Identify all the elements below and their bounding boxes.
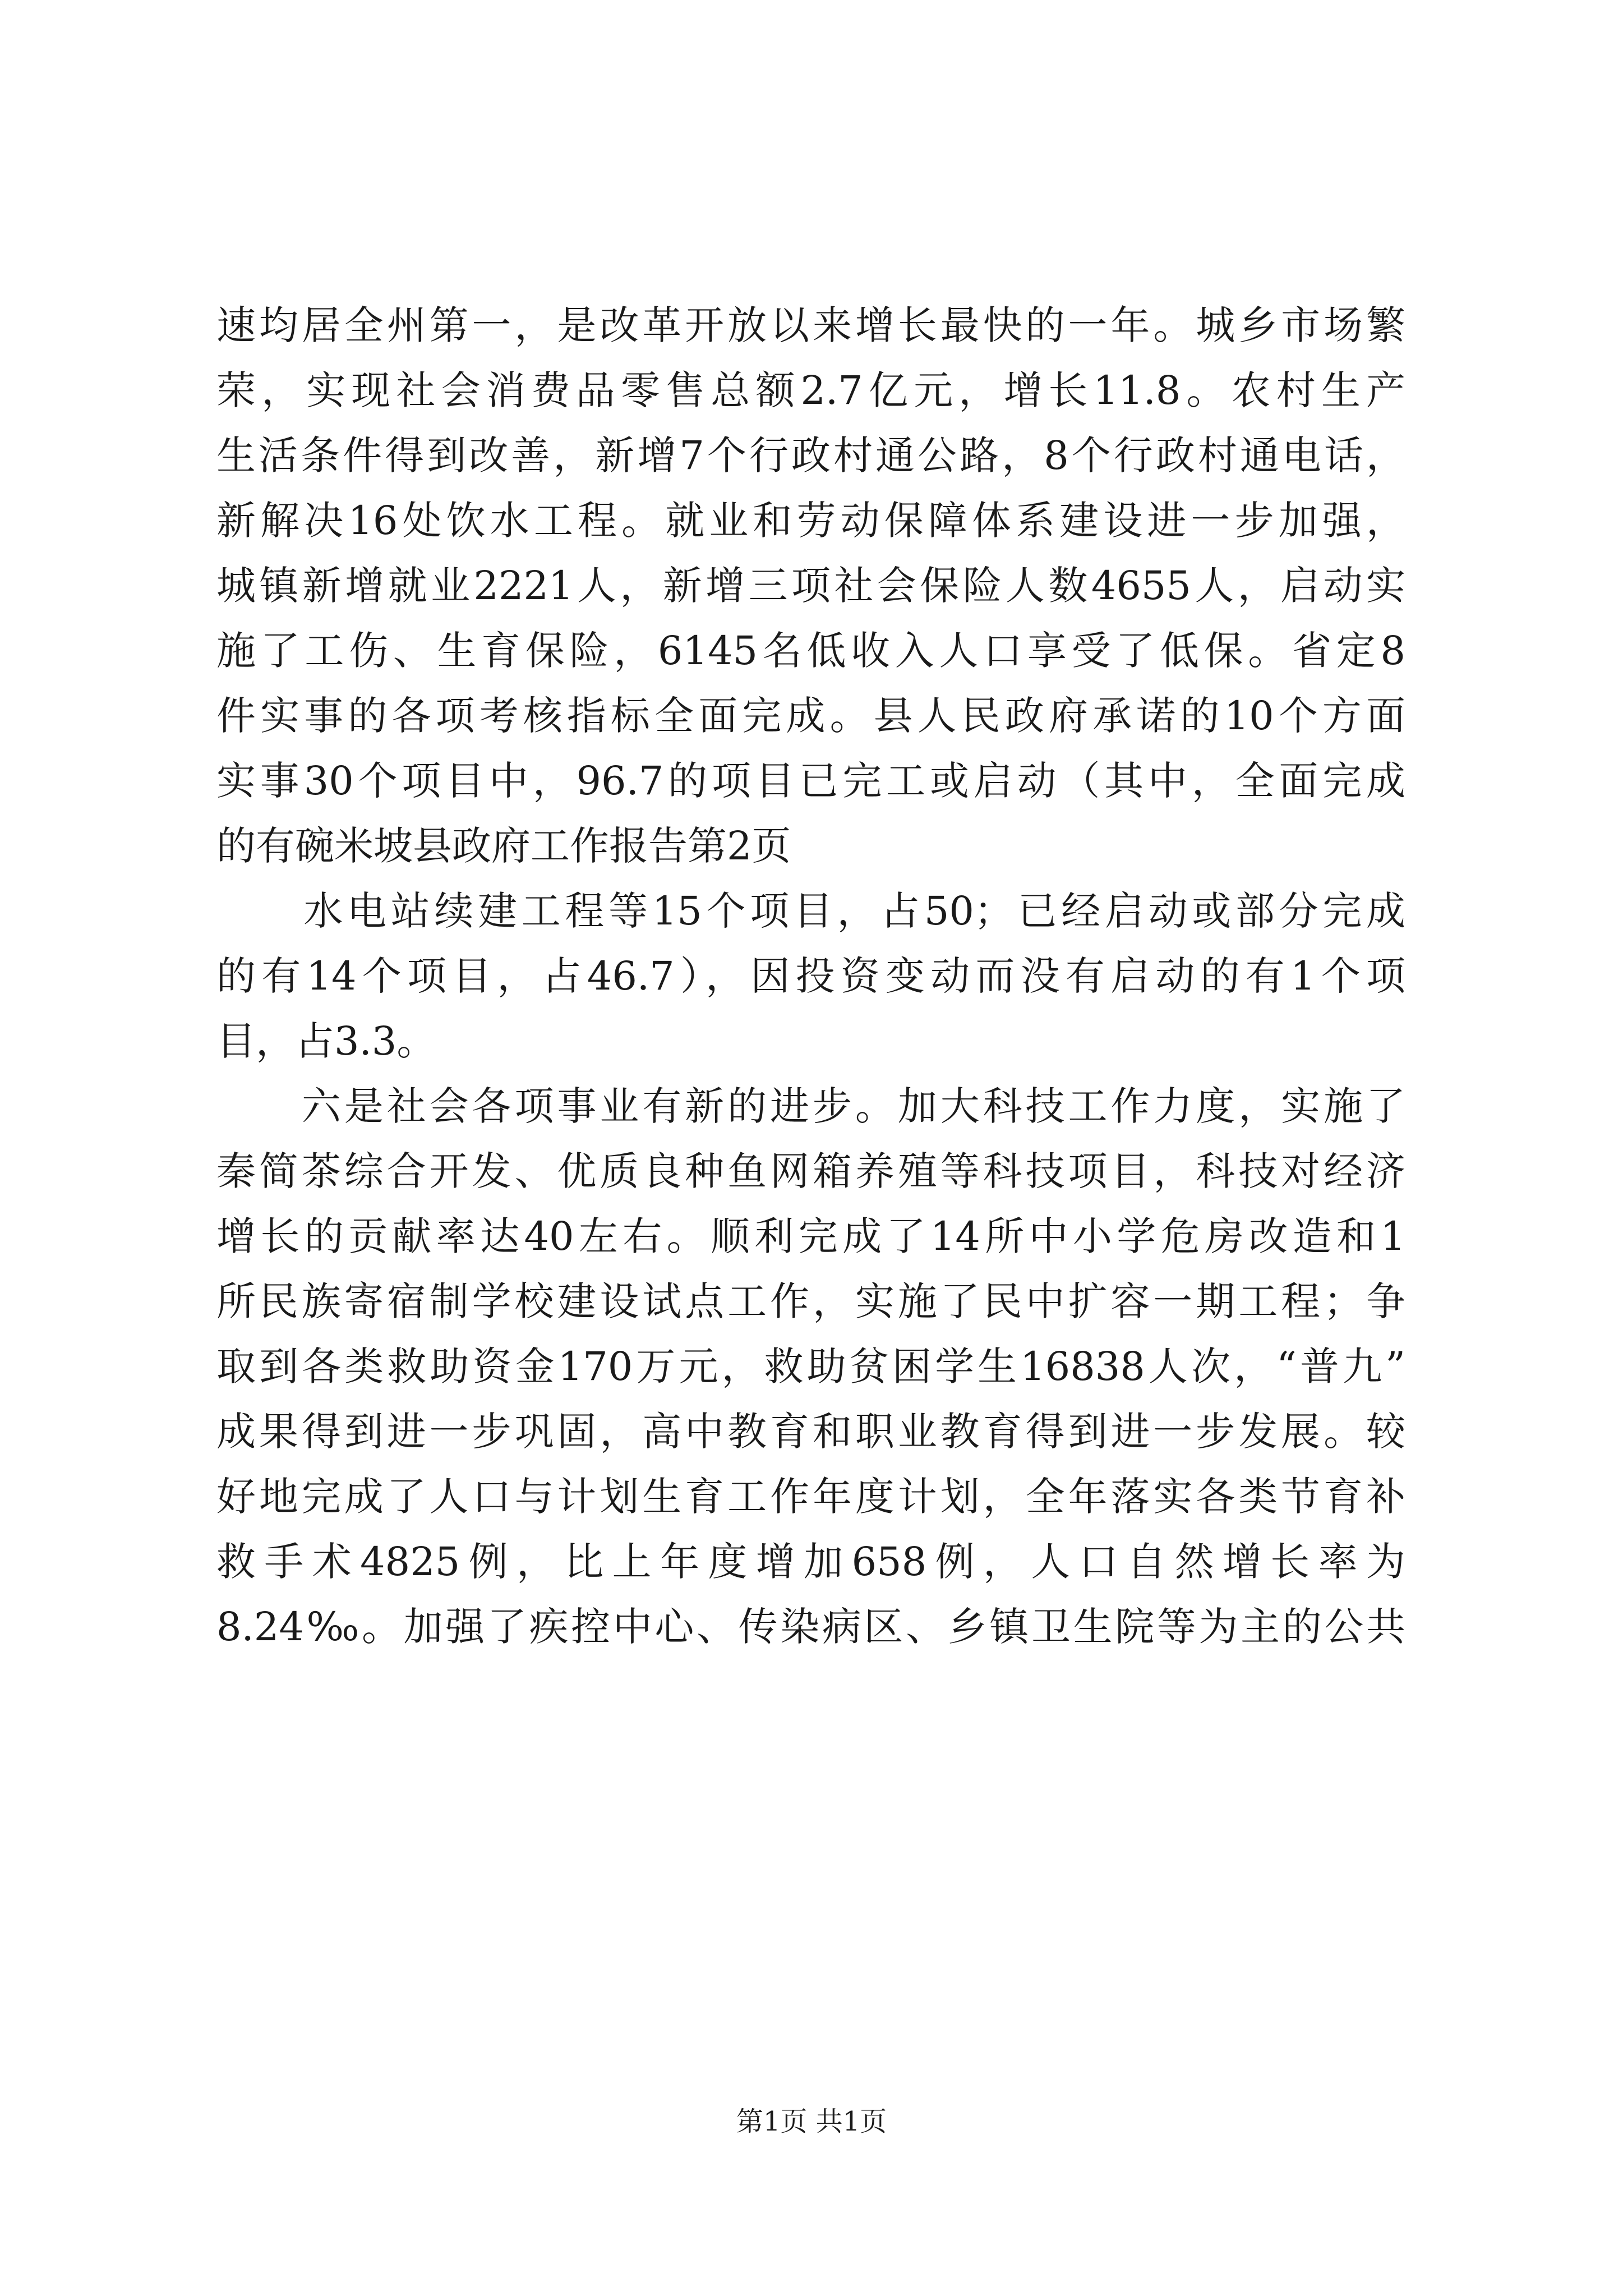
text-line: 施了工伤、生育保险，6145名低收入人口享受了低保。省定8 <box>216 628 1405 674</box>
text-line: 秦简茶综合开发、优质良种鱼网箱养殖等科技项目，科技对经济 <box>216 1148 1405 1194</box>
page-footer: 第1页 共1页 <box>736 2106 887 2137</box>
text-line: 所民族寄宿制学校建设试点工作，实施了民中扩容一期工程；争 <box>216 1278 1405 1324</box>
text-line: 成果得到进一步巩固，高中教育和职业教育得到进一步发展。较 <box>216 1409 1405 1455</box>
text-line: 生活条件得到改善，新增7个行政村通公路，8个行政村通电话， <box>216 432 1405 478</box>
text-line: 实事30个项目中，96.7的项目已完工或启动（其中，全面完成 <box>216 758 1405 804</box>
text-line: 水电站续建工程等15个项目，占50；已经启动或部分完成 <box>216 888 1405 934</box>
text-line: 新解决16处饮水工程。就业和劳动保障体系建设进一步加强， <box>216 498 1405 544</box>
text-line: 件实事的各项考核指标全面完成。县人民政府承诺的10个方面 <box>216 693 1405 739</box>
text-line: 荣，实现社会消费品零售总额2.7亿元，增长11.8。农村生产 <box>216 367 1405 413</box>
document-body <box>216 293 1405 1659</box>
text-line: 增长的贡献率达40左右。顺利完成了14所中小学危房改造和1 <box>216 1213 1405 1259</box>
text-line: 好地完成了人口与计划生育工作年度计划，全年落实各类节育补 <box>216 1474 1405 1520</box>
text-line: 六是社会各项事业有新的进步。加大科技工作力度，实施了 <box>216 1083 1405 1129</box>
text-line: 目，占3.3。 <box>216 1018 436 1064</box>
text-line: 城镇新增就业2221人，新增三项社会保险人数4655人，启动实 <box>216 563 1405 609</box>
text-line: 救手术4825例，比上年度增加658例，人口自然增长率为 <box>216 1539 1405 1585</box>
text-line: 的有14个项目，占46.7），因投资变动而没有启动的有1个项 <box>216 953 1405 999</box>
text-line: 的有碗米坡县政府工作报告第2页 <box>216 823 791 869</box>
text-line: 8.24‰。加强了疾控中心、传染病区、乡镇卫生院等为主的公共 <box>216 1604 1405 1650</box>
text-line: 取到各类救助资金170万元，救助贫困学生16838人次，“普九” <box>216 1343 1405 1389</box>
text-line: 速均居全州第一，是改革开放以来增长最快的一年。城乡市场繁 <box>216 302 1405 348</box>
